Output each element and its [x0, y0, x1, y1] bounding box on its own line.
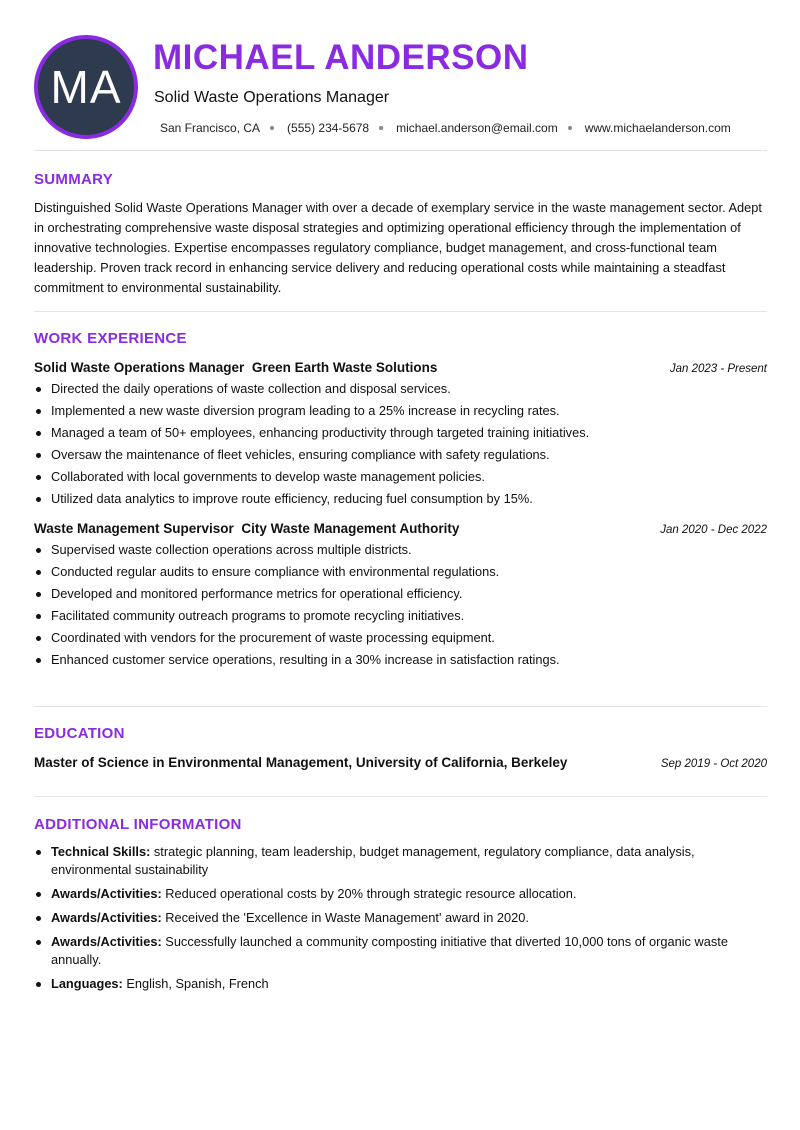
job-company: Green Earth Waste Solutions — [251, 360, 438, 375]
contact-bar — [160, 121, 731, 135]
list-item — [34, 933, 767, 969]
list-item: Conducted regular audits to ensure compliance with environmental regulations. — [34, 564, 767, 580]
contact-phone: (555) 234-5678 — [287, 121, 370, 135]
list-item: Developed and monitored performance metrics for operational efficiency. — [34, 586, 767, 602]
list-item: Coordinated with vendors for the procurement of waste processing equipment. — [34, 630, 767, 646]
job-role: Solid Waste Operations Manager — [34, 360, 245, 375]
contact-website: www.michaelanderson.com — [584, 121, 731, 135]
job-bullets — [34, 542, 767, 668]
separator-dot-icon — [270, 126, 274, 130]
item-text: Successfully launched a community composting initiative that diverted 10,000 tons of organic waste annually. — [51, 934, 728, 967]
education-entry — [34, 755, 767, 770]
separator-dot-icon — [379, 126, 383, 130]
list-item: Collaborated with local governments to develop waste management policies. — [34, 469, 767, 485]
divider — [34, 150, 767, 151]
additional-list — [34, 843, 767, 993]
avatar-initials: MA — [50, 61, 122, 113]
job-entry — [34, 521, 767, 668]
list-item — [34, 909, 767, 927]
contact-email: michael.anderson@email.com — [396, 121, 558, 135]
job-entry — [34, 360, 767, 507]
list-item: Oversaw the maintenance of fleet vehicles, ensuring compliance with safety regulations. — [34, 447, 767, 463]
list-item: Enhanced customer service operations, resulting in a 30% increase in satisfaction ratings. — [34, 652, 767, 668]
avatar — [34, 35, 138, 139]
list-item: Directed the daily operations of waste collection and disposal services. — [34, 381, 767, 397]
list-item: Supervised waste collection operations across multiple districts. — [34, 542, 767, 558]
education-dates: Sep 2019 - Oct 2020 — [660, 758, 767, 770]
divider — [34, 311, 767, 312]
item-label: Awards/Activities: — [51, 886, 162, 901]
summary-text: Distinguished Solid Waste Operations Manager with over a decade of exemplary service in the waste management sector. Adept in orchestrating comprehensive waste disposal strategies and optimizing operational efficiency through the implementation of innovative technologies. Expertise encompasses regulatory compliance, budget management, and cross-functional team leadership. Proven track record in enhancing service delivery and reducing operational costs while maintaining a steadfast commitment to environmental sustainability. — [34, 200, 762, 295]
item-text: strategic planning, team leadership, budget management, regulatory compliance, data analysis, environmental sustainability — [51, 844, 695, 877]
item-text: Received the 'Excellence in Waste Management' award in 2020. — [165, 910, 529, 925]
experience-section — [34, 330, 767, 674]
list-item — [34, 843, 767, 879]
separator-dot-icon — [568, 126, 572, 130]
divider — [34, 706, 767, 707]
list-item: Utilized data analytics to improve route efficiency, reducing fuel consumption by 15%. — [34, 491, 767, 507]
item-label: Awards/Activities: — [51, 934, 162, 949]
section-title-education: EDUCATION — [34, 725, 125, 742]
item-label: Awards/Activities: — [51, 910, 162, 925]
summary-section — [34, 171, 767, 298]
section-title-summary: SUMMARY — [34, 171, 114, 188]
contact-location: San Francisco, CA — [160, 121, 261, 135]
education-section — [34, 725, 767, 770]
divider — [34, 796, 767, 797]
item-label: Technical Skills: — [51, 844, 151, 859]
item-text: English, Spanish, French — [126, 976, 269, 991]
section-title-additional: ADDITIONAL INFORMATION — [34, 816, 242, 833]
job-bullets — [34, 381, 767, 507]
item-text: Reduced operational costs by 20% through strategic resource allocation. — [165, 886, 577, 901]
item-label: Languages: — [51, 976, 123, 991]
list-item: Managed a team of 50+ employees, enhancing productivity through targeted training initiatives. — [34, 425, 767, 441]
job-role: Waste Management Supervisor — [34, 521, 234, 536]
job-dates: Jan 2020 - Dec 2022 — [660, 524, 767, 536]
section-title-experience: WORK EXPERIENCE — [34, 330, 187, 347]
list-item — [34, 885, 767, 903]
education-degree: Master of Science in Environmental Management, University of California, Berkeley — [34, 755, 568, 770]
additional-section — [34, 816, 767, 999]
job-company: City Waste Management Authority — [241, 521, 460, 536]
candidate-name: MICHAEL ANDERSON — [153, 38, 529, 77]
job-header — [34, 360, 767, 375]
job-role-company — [34, 521, 459, 536]
list-item — [34, 975, 767, 993]
job-header — [34, 521, 767, 536]
list-item: Implemented a new waste diversion program leading to a 25% increase in recycling rates. — [34, 403, 767, 419]
job-dates: Jan 2023 - Present — [669, 363, 767, 375]
job-role-company — [34, 360, 437, 375]
candidate-title: Solid Waste Operations Manager — [154, 89, 390, 106]
list-item: Facilitated community outreach programs to promote recycling initiatives. — [34, 608, 767, 624]
